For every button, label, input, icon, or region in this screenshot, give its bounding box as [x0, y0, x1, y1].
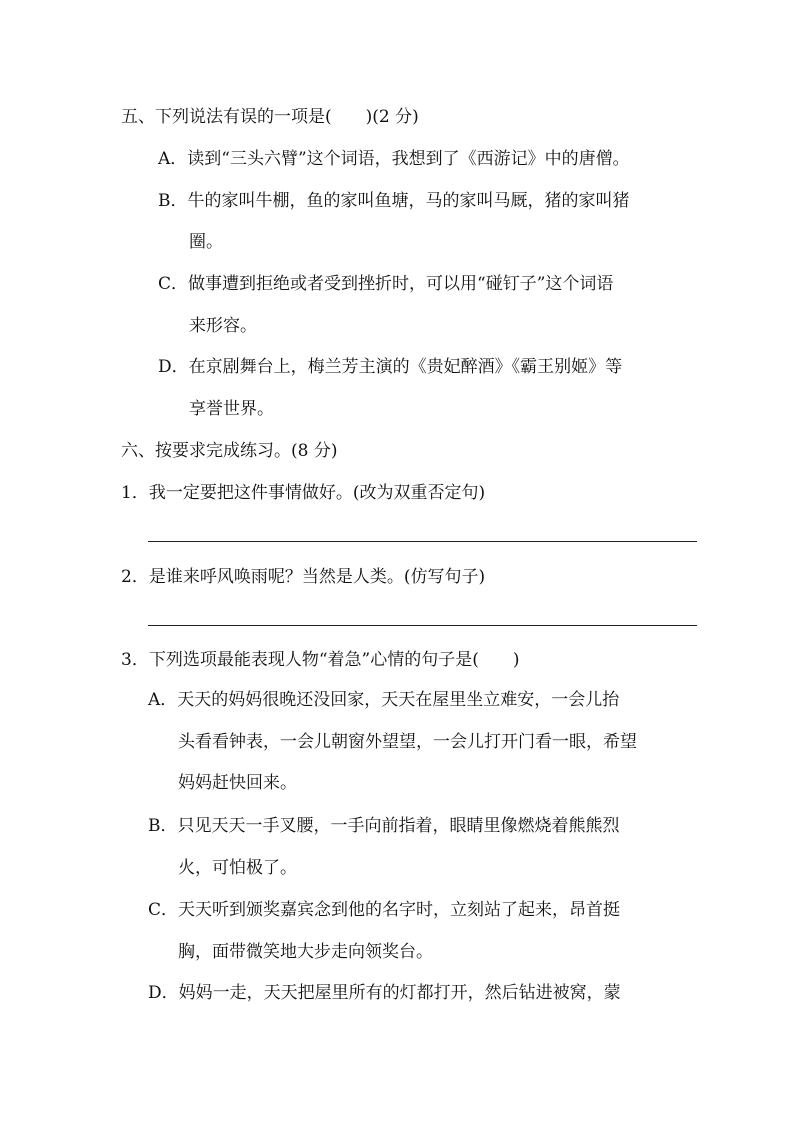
section5-option-a: A．读到“三头六臂”这个词语，我想到了《西游记》中的唐僧。: [158, 149, 630, 169]
section5-option-b: B．牛的家叫牛棚，鱼的家叫鱼塘，马的家叫马厩，猪的家叫猪: [158, 191, 630, 211]
question-3-stem: 3．下列选项最能表现人物“着急”心情的句子是( ): [121, 650, 520, 670]
section5-title: 五、下列说法有误的一项是( )(2 分): [121, 107, 419, 127]
section5-option-c: C．做事遭到拒绝或者受到挫折时，可以用“碰钉子”这个词语: [158, 274, 614, 294]
question-3-option-c: C．天天听到颁奖嘉宾念到他的名字时，立刻站了起来，昂首挺: [148, 900, 621, 920]
section5-option-d-cont: 享誉世界。: [189, 399, 274, 419]
section6-title: 六、按要求完成练习。(8 分): [121, 441, 338, 461]
question-1: 1．我一定要把这件事情做好。(改为双重否定句): [121, 483, 486, 503]
answer-line-1[interactable]: [148, 541, 697, 542]
question-3-option-a-cont1: 头看看钟表，一会儿朝窗外望望，一会儿打开门看一眼，希望: [178, 732, 637, 752]
question-3-option-a: A．天天的妈妈很晚还没回家，天天在屋里坐立难安，一会儿抬: [148, 690, 620, 710]
question-3-option-b-cont: 火，可怕极了。: [178, 858, 297, 878]
question-3-option-c-cont: 胸，面带微笑地大步走向领奖台。: [178, 942, 433, 962]
section5-option-c-cont: 来形容。: [189, 316, 257, 336]
section5-option-d: D．在京剧舞台上，梅兰芳主演的《贵妃醉酒》《霸王别姬》等: [158, 357, 623, 377]
question-3-option-d: D．妈妈一走，天天把屋里所有的灯都打开，然后钻进被窝，蒙: [148, 983, 621, 1003]
section5-option-b-cont: 圈。: [189, 232, 223, 252]
question-3-option-b: B．只见天天一手叉腰，一手向前指着，眼睛里像燃烧着熊熊烈: [148, 816, 620, 836]
answer-line-2[interactable]: [148, 625, 697, 626]
question-3-option-a-cont2: 妈妈赶快回来。: [178, 773, 297, 793]
question-2: 2．是谁来呼风唤雨呢？当然是人类。(仿写句子): [121, 567, 486, 587]
